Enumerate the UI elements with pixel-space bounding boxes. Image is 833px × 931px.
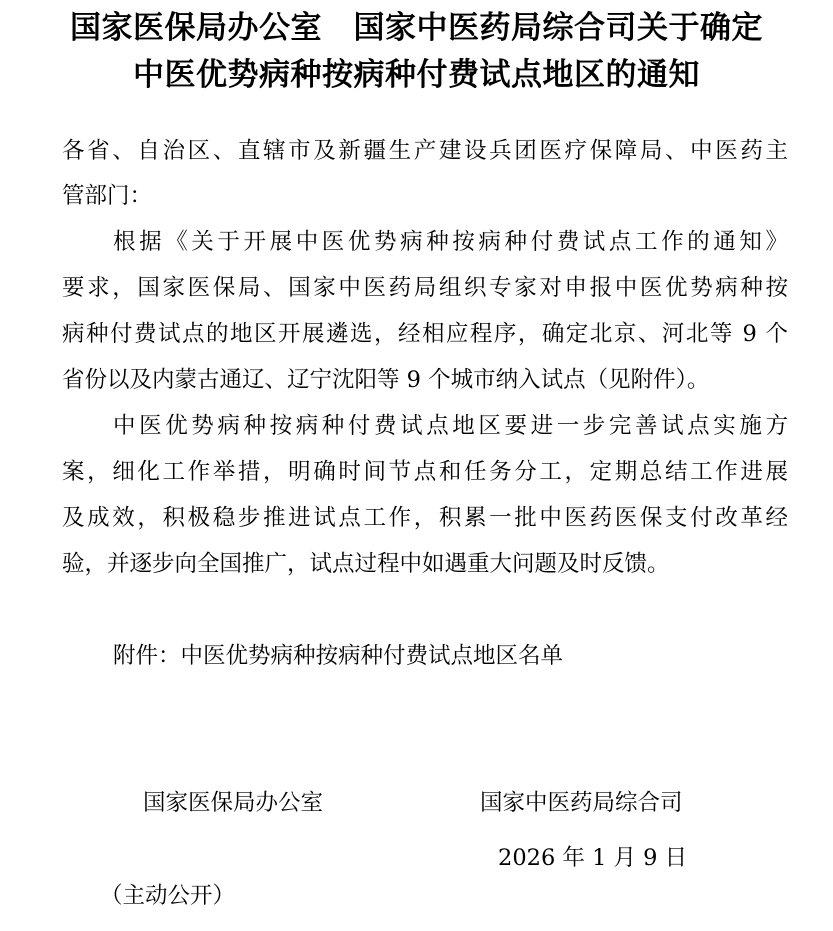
addressee-line-2: 管部门： xyxy=(62,183,153,209)
paragraph-2-line-4: 验，并逐步向全国推广，试点过程中如遇重大问题及时反馈。 xyxy=(62,551,670,577)
disclosure-status: （主动公开） xyxy=(100,883,236,909)
document-title-line-1: 国家医保局办公室 国家中医药局综合司关于确定 xyxy=(70,10,763,46)
document-title-line-2: 中医优势病种按病种付费试点地区的通知 xyxy=(133,57,700,93)
paragraph-2-line-1: 中医优势病种按病种付费试点地区要进一步完善试点实施方 xyxy=(113,413,788,439)
paragraph-1-line-2: 要求，国家医保局、国家中医药局组织专家对申报中医优势病种按 xyxy=(62,275,788,301)
paragraph-1-line-3: 病种付费试点的地区开展遴选，经相应程序，确定北京、河北等 9 个 xyxy=(62,321,788,347)
attachment-note: 附件：中医优势病种按病种付费试点地区名单 xyxy=(113,643,564,669)
issue-date: 2026 年 1 月 9 日 xyxy=(498,845,688,871)
signatory-left: 国家医保局办公室 xyxy=(143,790,324,816)
paragraph-2-line-3: 及成效，积极稳步推进试点工作，积累一批中医药医保支付改革经 xyxy=(62,505,788,531)
addressee-line-1: 各省、自治区、直辖市及新疆生产建设兵团医疗保障局、中医药主 xyxy=(62,138,788,164)
paragraph-1-line-4: 省份以及内蒙古通辽、辽宁沈阳等 9 个城市纳入试点（见附件）。 xyxy=(62,367,710,393)
signatory-right: 国家中医药局综合司 xyxy=(480,790,683,816)
paragraph-2-line-2: 案，细化工作举措，明确时间节点和任务分工，定期总结工作进展 xyxy=(62,459,788,485)
paragraph-1-line-1: 根据《关于开展中医优势病种按病种付费试点工作的通知》 xyxy=(113,229,788,255)
